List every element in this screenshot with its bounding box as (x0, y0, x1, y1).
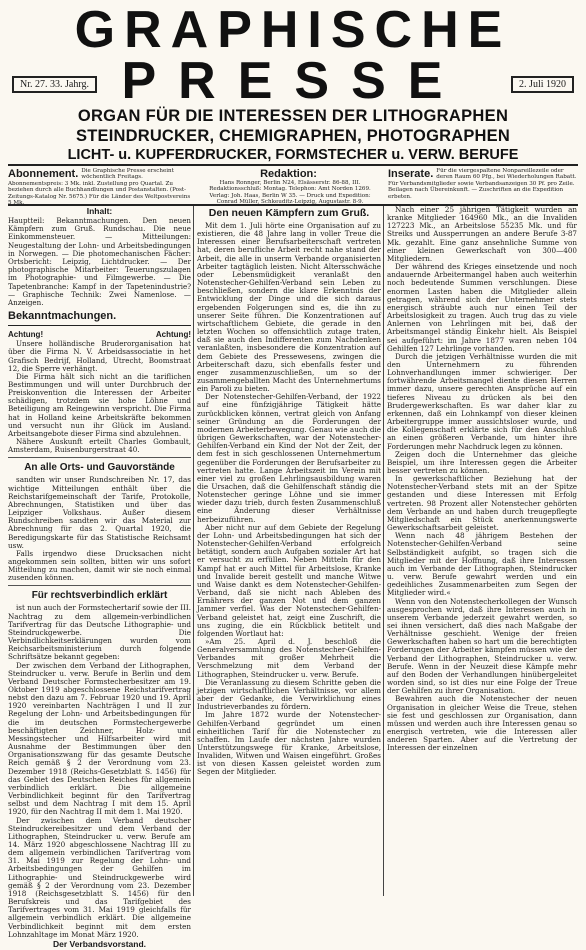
separator (8, 457, 191, 458)
article-title: Den neuen Kämpfern zum Gruß. (208, 207, 370, 219)
subtitle-line1: ORGAN FÜR DIE INTERESSEN DER LITHOGRAPHEN (77, 107, 509, 125)
paragraph: Nähere Auskunft erteilt Charles Gombault, Amsterdam, Ruisenburgerstraat 40. (8, 437, 191, 455)
paragraph: Der zwischen dem Verband der Lithographen, Steindrucker u. verw. Berufe in Berlin und dem Verband Deutscher Formstecherbesitzer am 19. Oktober 1919 abgeschlossene Reichstarifvertrag nebst den dazu am 7. Februar 1920 und 19. April 1920 vereinbarten Nachträgen I und II zur Regelung der Lohn- und Arbeitsbedingungen für die im deutschen Formstechergewerbe beschäftigten Zeichner, Holz- und Messingstecher und Hilfsarbeiter wird mit Ausnahme der Bestimmungen über den Organisationszwang für das gesamte Deutsche Reich gemäß § 2 der Verordnung vom 23. Dezember 1918 (Reichs-Gesetzblatt S. 1456) für das Gebiet des Deutschen Reiches für allgemein verbindlich erklärt. Die allgemeine Verbindlichkeit beginnt für den Tarifvertrag selbst und dem Nachtrag I mit dem 15. April 1920, für den Nachtrag II mit dem 1. Mai 1920. (8, 660, 191, 817)
paragraph: Der Notenstecher-Gehilfen-Verband, der 1922 auf eine fünfzigjährige Tätigkeit hätte zurückblicken können, vertrat gleich von Anfang seiner Gründung an die Forderungen der modernen Arbeiterbewegung. Genau wie auch die übrigen Gewerkschaften, war der Notenstecher-Gehilfen-Verband ein Kind der Not der Zeit, der dem fest in sich geschlossenen Unternehmertum gegenüber die Forderungen der Berufsarbeiter zu vertreten hatte. Lange Arbeitszeit im Verein mit einer viel zu großen Lehrlingsausbildung waren die Ursachen, daß die Gehilfenschaft ständig die Notenstecher geringe Löhne und sie immer wieder dazu trieb, durch festen Zusammenschluß eine Änderung dieser Verhältnisse herbeizuführen. (197, 392, 381, 524)
masthead-title-line1: GRAPHISCHE (74, 1, 512, 59)
inserate-title: Inserate. (388, 168, 434, 180)
abonnement-text: Die Graphische Presse erscheint wöchentlich Freitags. Abonnementspreis: 3 Mk. inkl. Zustellung pro Quartal. Zu beziehen durch alle Buchhandlungen und Postanstalten. (Post-Zeitungs-Katalog Nr. 5675.) Für die Länder des Weltpostvereins 5 Mk. (8, 168, 191, 207)
issue-date: 2. Juli 1920 (511, 76, 574, 93)
inhalt-heading: Inhalt: (86, 206, 113, 216)
paragraph: Die Veranlassung zu diesem Schritte geben die jetzigen wirtschaftlichen Verhältnisse, vor allem aber der Gedanke, die Verwirklichung eines Industrieverbandes zu fördern. (197, 677, 381, 712)
paragraph: Der zwischen dem Verband deutscher Steindruckereibesitzer und dem Verband der Lithographen, Steindrucker u. verw. Berufe am 14. März 1920 abgeschlossene Nachtrag III zu dem allgemein verbindlichen Tarifvertrag vom 31. Mai 1919 zur Regelung der Lohn- und Arbeitsbedingungen der Gehilfen im Lithographie- und Steindruckgewerbe wird gemäß § 2 der Verordnung vom 23. Dezember 1918 (Reichsgesetzblatt S. 1456) für den Berufskreis und das Tarifgebiet des Tarifvertrages vom 31. Mai 1919 gleichfalls für allgemein verbindlich erklärt. Die allgemeine Verbindlichkeit beginnt mit dem ersten Lohnzahltage im Monat März 1920. (8, 815, 191, 939)
paragraph: Im Jahre 1872 wurde der Notenstecher-Gehilfen-Verband gegründet um einen einheitlichen Tarif für die Notenstecher zu schaffen. Im Laufe der nächsten Jahre wurden Unterstützungswege für Kranke, Arbeitslose, Invaliden, Witwen und Waisen eingeführt. Großes ist von diesen Kassen geleistet worden zum Segen der Mitglieder. (197, 710, 381, 777)
paragraph: Falls irgendwo diese Drucksachen nicht angekommen sein sollten, bitten wir uns sofort Mitteilung zu machen, damit wir sie noch einmal zusenden können. (8, 548, 191, 583)
subtitle-line2: STEINDRUCKER, CHEMIGRAPHEN, PHOTOGRAPHEN (76, 127, 510, 145)
column-middle (197, 206, 381, 896)
achtung-right: Achtung! (155, 330, 191, 340)
bekanntmachungen-heading: Bekanntmachungen. (8, 309, 191, 326)
column-divider (193, 206, 194, 896)
signature: Der Verbandsvorstand. (52, 938, 147, 949)
column-right (387, 206, 577, 896)
achtung-left: Achtung! (8, 330, 44, 340)
section-heading: An alle Orts- und Gauvorstände (24, 462, 175, 474)
paragraph: Wenn nach 48 jährigem Bestehen der Notenstecher-Gehilfen-Verband seine Selbständigkeit aufgibt, so tragen sich die Mitglieder mit der Hoffnung, daß ihre Interessen auch im Verbande der Lithographen, Steindrucker u. verw. Berufe gewahrt werden und ein gedeihliches Zusammenarbeiten zum Segen der Mitglieder wird.« (387, 531, 577, 598)
issue-number: Nr. 27. 33. Jahrg. (12, 76, 97, 93)
paragraph: Bewahren auch die Notenstecher der neuen Organisation in gleicher Weise die Treue, stehen sie fest und geschlossen zur Organisation, dann müssen und werden auch ihre Interessen genau so energisch vertreten, wie die Interessen aller anderen Sparten. Aber auf die Vertretung der Interessen der einzelnen (387, 694, 577, 753)
paragraph: Aber nicht nur auf dem Gebiete der Regelung der Lohn- und Arbeitsbedingungen hat sich der Notenstecher-Gehilfen-Verband erfolgreich betätigt, sondern auch Aufgaben sozialer Art hat er versucht zu erfüllen. Neben Mitteln für den Kampf hat er auch Mittel für Arbeitslose, Kranke und Invalide bereit gestellt und manche Witwe und Waise dankt es dem Notenstecher-Gehilfen-Verband, daß sie nicht nach Ableben des Ernährers der ganzen Not und dem ganzen Jammer verfiel. Was der Notenstecher-Gehilfen-Verband geleistet hat, zeigt eine Zuschrift, die uns zuging, die ein Rückblick betitelt und folgenden Wortlaut hat: (197, 522, 381, 638)
paragraph: Unsere holländische Bruderorganisation hat über die Firma N. V. Arbeidsassociatie in het Grafisch Bedrijf, Holland, Utrecht, Boomstraat 12, die Sperre verhängt. (8, 339, 191, 373)
paragraph: Die Firma hält sich nicht an die tariflichen Bestimmungen und will unter Durchbruch der Preiskonvention die Interessen der Arbeiter schädigen, trotzdem sie hohe Löhne und Beteiligung am Reingewinn verspricht. Die Firma hat in Holland keine Arbeitskräfte bekommen und versucht nun ihr Glück im Ausland. Arbeitsangebote dieser Firma sind abzulehnen. (8, 371, 191, 438)
paragraph: ist nun auch der Formstechertarif sowie der III. Nachtrag zu dem allgemein-verbindlichen Tarifvertrag für das Deutsche Lithographie- und Steindruckgewerbe. Die Verbindlichkeitserklärungen wurden vom Reichsarbeitsministerium durch folgende Schriftsätze bekannt gegeben: (8, 603, 191, 662)
info-bar (8, 166, 578, 207)
column-left (8, 206, 191, 949)
separator (8, 585, 191, 586)
redaktion-text: Hans Ronnger, Berlin N24, Elsässerstr. 86-88, III. Redaktionsschluß: Montag. Telephon: Amt Norden 1269. Verlag: Joh. Haas, Berlin W 35. — Druck und Expedition: Conrad Müller, Schkeuditz-Leipzig, Augustastr. 8-9. (209, 180, 371, 206)
paragraph: Zeigen doch die Unternehmer das gleiche Beispiel, um ihre Interessen gegen die Arbeiter besser vertreten zu können. (387, 449, 577, 475)
subtitle-line3: LICHT- u. KUPFERDRUCKER, FORMSTECHER u. VERW. BERUFE (67, 147, 519, 163)
paragraph: Der während des Krieges einsetzende und noch andauernde Arbeitermangel haben auch weiterhin noch bedeutende Summen verschlungen. Diese enormen Lasten haben die Mitglieder allein getragen, während sich der Unternehmer stets energisch sträubte auch nur einen Teil der Arbeitslosigkeit zu tragen. Auch trug das zu viele Anlernen von Lehrlingen mit bei, daß der Arbeitsmangel ständig Einkehr hielt. Als Beispiel sei aufgeführt: im Jahre 1877 waren neben 104 Gehilfen 127 Lehrlinge vorhanden. (387, 262, 577, 353)
inserate-box (388, 168, 578, 200)
column-divider (383, 206, 384, 896)
inserate-text: Für die viergespaltene Nonpareillezeile oder deren Raum 60 Pfg., bei Wiederholungen Rabatt. Für Verbandsmitglieder sowie Verbandsanzeigen 30 Pf. pro Zeile. Beilagen nach Übereinkunft. — Zuschriften an die Expedition erbeten. (388, 168, 577, 200)
section-heading: Für rechtsverbindlich erklärt (31, 590, 168, 602)
paragraph: Nach einer 25 jährigen Tätigkeit wurden an kranke Mitglieder 164960 Mk., an die Invaliden 127223 Mk., an Arbeitslose 55235 Mk. und für Streiks und Aussperrungen an andere Berufe 3-87 Mk. gezahlt. Eine ganz ansehnliche Summe von einer kleinen Gewerkschaft von 300—400 Mitgliedern. (387, 205, 577, 263)
redaktion-title: Redaktion: (260, 168, 317, 180)
paragraph: »Am 25. April d. J. beschloß die Generalversammlung des Notenstecher-Gehilfen-Verbandes mit großer Mehrheit die Verschmelzung mit dem Verband der Lithographen, Steindrucker u. verw. Berufe. (197, 636, 381, 679)
paragraph: Wenn von den Notenstecherkollegen der Wunsch ausgesprochen wird, daß ihre Interessen auch in unserem Verbande jederzeit gewahrt werden, so sei ihnen versichert, daß dies nach Maßgabe der Verhältnisse geschieht. Wenige der freien Gewerkschaften haben so hart um die berechtigten Forderungen der Arbeiter kämpfen müssen wie der Verband der Lithographen, Steindrucker u. verw. Berufe. Wenn in der Neuzeit diese Kämpfe mehr auf den Boden der Verhandlungen hinübergeleitet worden sind, so ist dies nur eine Folge der Treue der Gehilfen zu ihrer Organisation. (387, 596, 577, 696)
abonnement-box (8, 168, 192, 206)
paragraph: Durch die jetzigen Verhältnisse wurden die mit den Unternehmern zu führenden Lohnverhandlungen immer schwieriger. Der fortwährende Arbeitsmangel diente diesen Herren immer dazu, unsere gerechten Ansprüche auf ein tieferes Niveau zu drücken als bei den Brudergewerkschaften. Es war daher klar zu erkennen, daß ein Lohnkampf von dieser kleinen Arbeitergruppe immer aussichtsloser wurde, und die Kollegenschaft erklärte sich für den Anschluß an einen größeren Verbande, um hinter ihre Forderungen mehr Nachdruck legen zu können. (387, 351, 577, 451)
paragraph: sandten wir unser Rundschreiben Nr. 17, das wichtige Mitteilungen enthält über die Reichstarifgemeinschaft der Tarife, Protokolle, Abrechnungen, Statistiken und über das Leipziger Volkshaus. Außer diesem Rundschreiben sandten wir das Material zur Abrechnung für das 2. Quartal 1920, die Beredigungskarte für das Statistische Reichsamt usw. (8, 475, 191, 550)
table-of-contents: Hauptteil: Bekanntmachungen. Den neuen Kämpfern zum Gruß. Rundschau. Die neue Einkommensteuer. — Mitteilungen: Neugestaltung der Lohn- und Arbeitsbedingungen in Norwegen. — Die photomechanischen Fächer: Ortsbericht: Leipzig, Lichtdrucker. — Der photographische Mitarbeiter: Teuerungszulagen im Photographie- und Filmgewerbe. — Die Tapetenbranche: Kampf in der Tapetenindustrie? — Graphische Technik: Zwei Namenlose. — Anzeigen. (8, 216, 191, 308)
masthead-title-line2: PRESSE (121, 52, 465, 110)
abonnement-title: Abonnement. (8, 168, 79, 180)
paragraph: In gewerkschaftlicher Beziehung hat der Notenstecher-Verband stets mit an der Spitze gestanden und diese Interessen mit Erfolg vertreten. 98 Prozent aller Notenstecher gehörten dem Verbande an und haben durch treugepflegte Mitgliedschaft ein Stück anerkennungswerte Gewerkschaftsarbeit geleistet. (387, 474, 577, 533)
redaktion-box (200, 168, 380, 206)
paragraph: Mit dem 1. Juli hörte eine Organisation auf zu existieren, die 48 Jahre lang in voller Treue die Interessen einer Berufsarbeiterschaft vertreten hat, deren berufliche Arbeit recht nahe stand der Arbeit, die alle in unserm Verbande organisierten Arbeiter tagtäglich leisten. Nicht Altersschwäche oder Lebensmüdigkeit veranlaßt den Notenstecher-Gehilfen-Verband sein Leben zu beschließen, sondern die klare Erkenntnis der Entwicklung der Dinge und die sich daraus ergebenden Folgerungen sind es, die ihn zu unserer Seite führen. Die Konzentrationen auf wirtschaftlichem Gebiete, die gerade in den letzten Wochen so offensichtlich zutage traten, daß sie auch den Indifferenten zum Nachdenken veranlaßten, insbesondere die Konzentration auf dem Gebiete des Pressewesens, zwingen die Arbeiterschaft dazu, sich ebenfalls fester und enger zusammenzuschließen, um so der zusammengeballten Macht des Unternehmertums ein Paroli zu bieten. (197, 221, 381, 394)
